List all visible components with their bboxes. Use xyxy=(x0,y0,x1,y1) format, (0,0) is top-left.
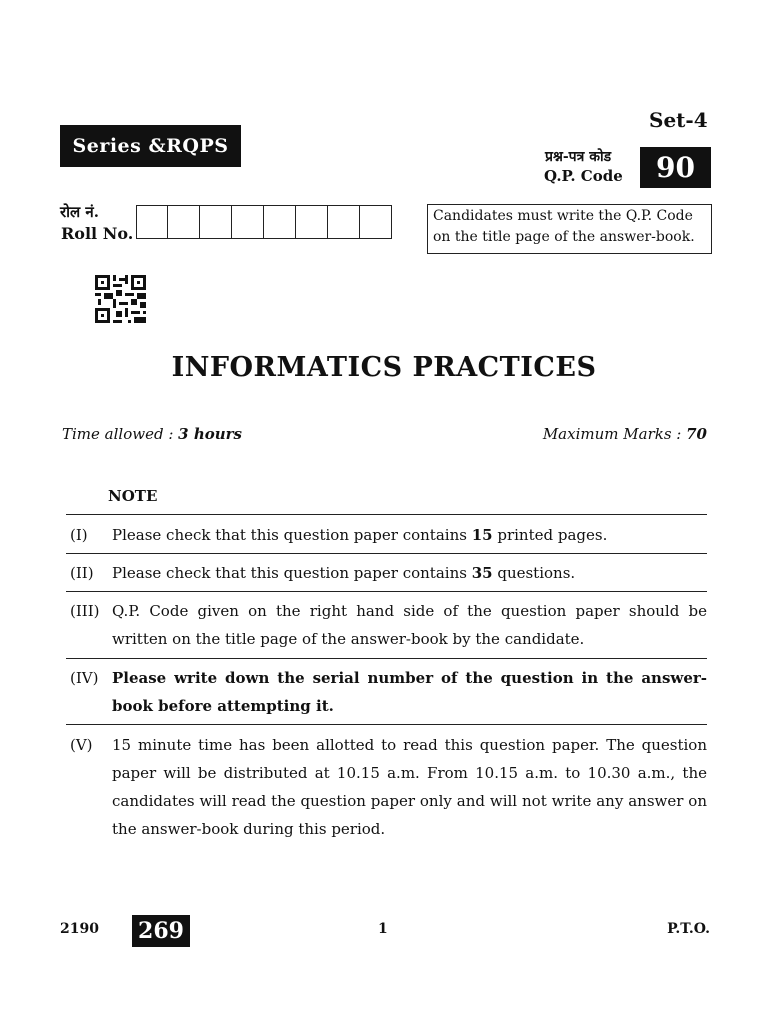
page-number: 1 xyxy=(378,921,388,937)
note-row xyxy=(66,658,707,724)
note-text-bold: 15 xyxy=(471,526,493,544)
paper-title: INFORMATICS PRACTICES xyxy=(171,352,597,383)
note-text: Q.P. Code given on the right hand side of the question paper should be written on the title page of the answer-book by the candidate. xyxy=(112,602,707,648)
roll-number-label: Roll No. xyxy=(61,224,134,243)
note-row xyxy=(66,591,707,658)
note-row xyxy=(66,553,707,591)
roll-digit-box[interactable] xyxy=(296,205,328,239)
roll-digit-box[interactable] xyxy=(136,205,168,239)
roll-digit-box[interactable] xyxy=(328,205,360,239)
note-text-bold: 35 xyxy=(471,564,493,582)
note-number: (V) xyxy=(70,736,93,754)
note-row xyxy=(66,724,707,846)
note-number: (III) xyxy=(70,602,100,620)
candidates-instruction-box: Candidates must write the Q.P. Code on the title page of the answer-book. xyxy=(427,204,712,254)
note-text-part: Please check that this question paper contains xyxy=(112,564,472,582)
maximum-marks xyxy=(543,425,707,443)
roll-digit-box[interactable] xyxy=(264,205,296,239)
note-text-part: Please check that this question paper contains xyxy=(112,526,472,544)
note-text xyxy=(112,521,707,553)
note-table xyxy=(66,514,707,846)
footer-box-code: 269 xyxy=(132,915,190,947)
time-label: Time allowed : xyxy=(62,425,179,443)
footer-paper-code: 2190 xyxy=(60,921,99,937)
series-label: Series &RQPS xyxy=(60,125,241,167)
roll-digit-box[interactable] xyxy=(168,205,200,239)
note-number: (IV) xyxy=(70,669,99,687)
roll-digit-box[interactable] xyxy=(232,205,264,239)
roll-digit-box[interactable] xyxy=(200,205,232,239)
note-heading: NOTE xyxy=(108,487,158,505)
please-turn-over: P.T.O. xyxy=(667,921,710,937)
note-text-part: printed pages. xyxy=(492,526,608,544)
note-row xyxy=(66,514,707,553)
qp-code-value: 90 xyxy=(640,147,711,188)
note-text-bold: Please write down the serial number of the question in the answer-book before attempting it. xyxy=(112,669,707,715)
time-allowed xyxy=(62,425,242,443)
qr-code-icon xyxy=(95,275,146,323)
note-number: (I) xyxy=(70,526,88,544)
marks-label: Maximum Marks : xyxy=(542,425,687,443)
note-text: 15 minute time has been allotted to read this question paper. The question paper will be distributed at 10.15 a.m. From 10.15 a.m. to 10.30 a.m., the candidates will read the question paper only and will not write any answer on the answer-book during this period. xyxy=(112,736,707,838)
note-text-part: questions. xyxy=(492,564,576,582)
qp-code-hindi-label: प्रश्न-पत्र कोड xyxy=(545,149,612,165)
roll-number-hindi-label: रोल नं. xyxy=(60,203,99,221)
roll-digit-box[interactable] xyxy=(360,205,392,239)
time-value: 3 hours xyxy=(178,425,242,443)
qp-code-label: Q.P. Code xyxy=(544,167,623,185)
set-label: Set-4 xyxy=(649,108,708,132)
note-text xyxy=(112,559,707,591)
marks-value: 70 xyxy=(686,425,707,443)
note-number: (II) xyxy=(70,564,94,582)
roll-number-boxes[interactable] xyxy=(136,205,392,239)
